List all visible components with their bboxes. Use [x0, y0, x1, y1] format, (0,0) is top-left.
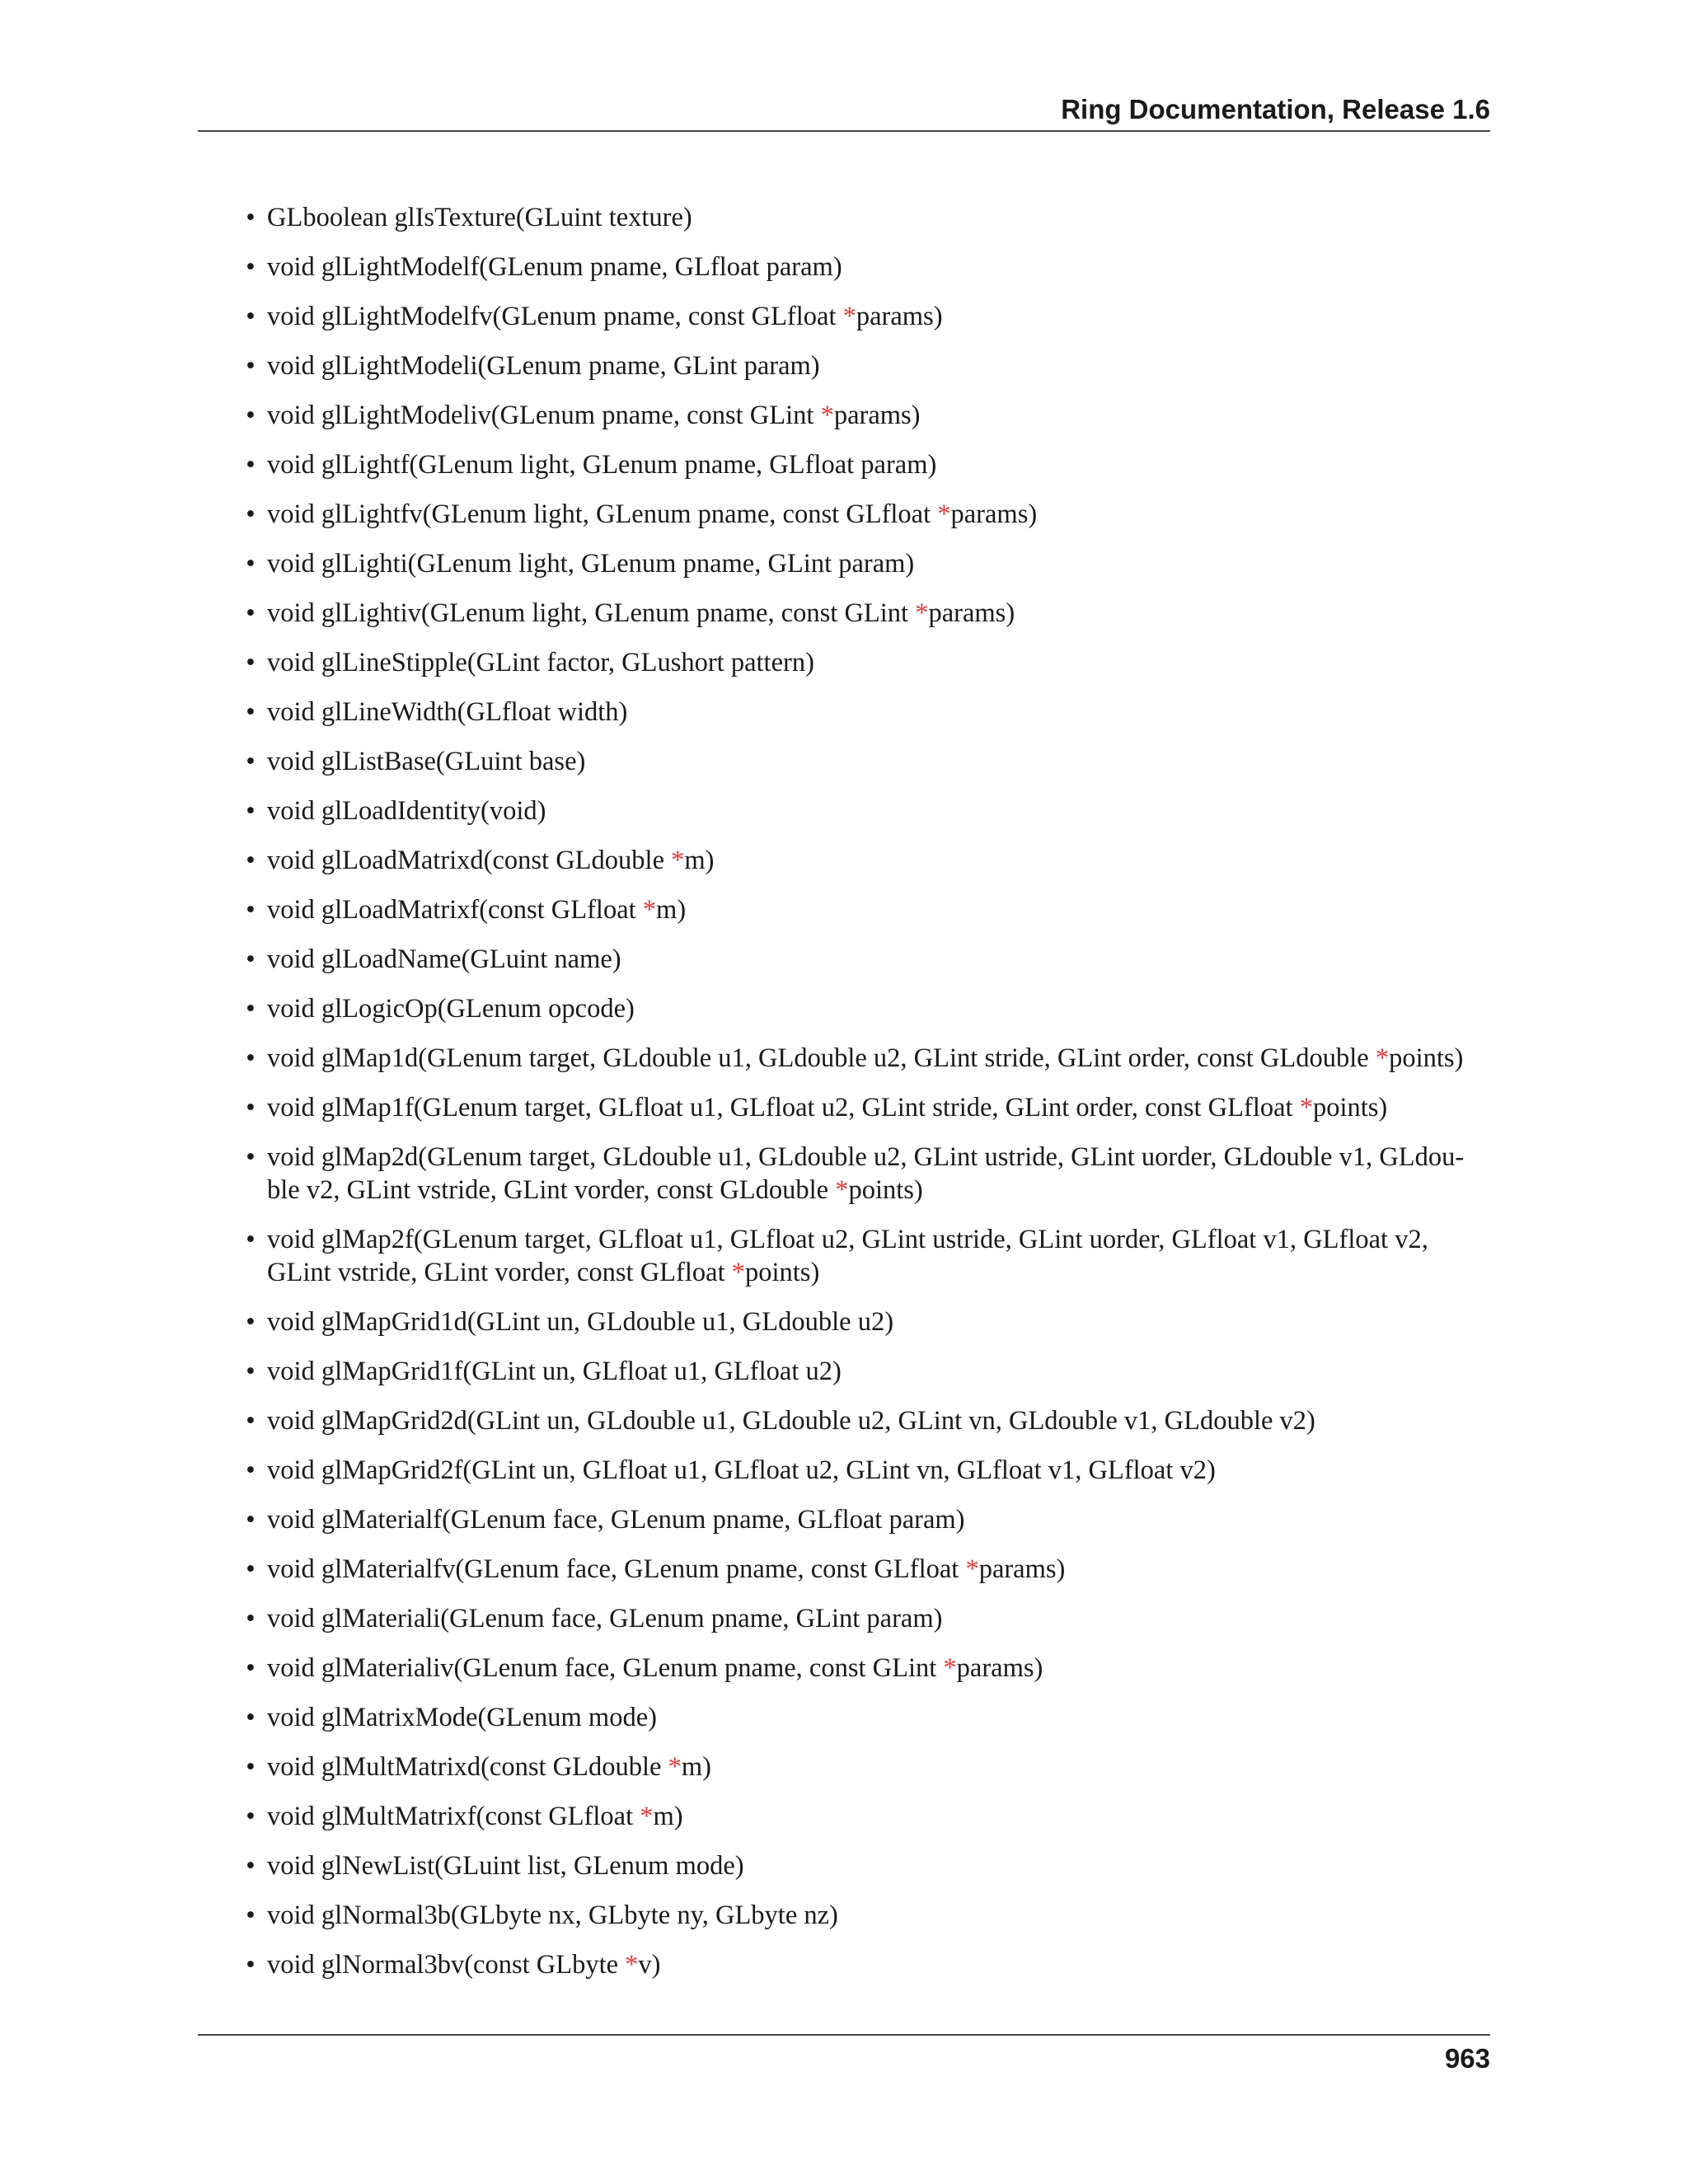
bullet-icon: • [246, 1043, 256, 1073]
signature-text: void glMatrixMode(GLenum mode) [267, 1703, 657, 1732]
list-item [246, 1223, 1490, 1289]
pointer-asterisk: * [937, 499, 951, 529]
list-item [246, 646, 1490, 679]
pointer-asterisk: * [842, 302, 856, 331]
bullet-icon: • [246, 1604, 256, 1633]
function-signature [267, 1701, 1490, 1734]
list-item [246, 794, 1490, 827]
function-signature [267, 1899, 1490, 1932]
bullet-icon: • [246, 1225, 256, 1254]
signature-text: points) [744, 1258, 820, 1287]
function-signature [267, 943, 1490, 976]
list-item [246, 893, 1490, 926]
function-signature [267, 992, 1490, 1025]
list-item [246, 1503, 1490, 1536]
pointer-asterisk: * [731, 1258, 745, 1287]
list-item [246, 1602, 1490, 1635]
function-signature [267, 1042, 1490, 1075]
signature-text: points) [1389, 1043, 1464, 1073]
list-item [246, 1042, 1490, 1075]
bullet-icon: • [246, 1455, 256, 1485]
function-signature [267, 300, 1490, 333]
list-item [246, 1553, 1490, 1586]
bullet-icon: • [246, 944, 256, 974]
function-signature [267, 597, 1490, 630]
pointer-asterisk: * [642, 895, 657, 925]
list-item [246, 1404, 1490, 1437]
list-item [246, 1091, 1490, 1124]
bullet-icon: • [246, 598, 256, 628]
function-signature [267, 1355, 1490, 1388]
pointer-asterisk: * [965, 1554, 979, 1584]
function-signature [267, 1800, 1490, 1833]
footer-rule [198, 2034, 1490, 2036]
bullet-icon: • [246, 549, 256, 579]
signature-text: void glLightf(GLenum light, GLenum pname, GLfloat param) [267, 450, 937, 480]
function-signature [267, 349, 1490, 382]
signature-text: m) [681, 1752, 711, 1782]
pointer-asterisk: * [671, 846, 685, 875]
header-rule [198, 130, 1490, 132]
bullet-icon: • [246, 697, 256, 727]
list-item [246, 1141, 1490, 1207]
function-signature [267, 1141, 1490, 1207]
list-item [246, 1355, 1490, 1388]
bullet-icon: • [246, 1505, 256, 1535]
signature-text: void glMateriali(GLenum face, GLenum pname, GLint param) [267, 1604, 943, 1633]
list-item [246, 498, 1490, 531]
function-signature [267, 1305, 1490, 1338]
bullet-icon: • [246, 1406, 256, 1436]
function-signature [267, 844, 1490, 877]
bullet-icon: • [246, 1093, 256, 1122]
pointer-asterisk: * [820, 401, 834, 430]
bullet-icon: • [246, 1554, 256, 1584]
list-item [246, 1800, 1490, 1833]
list-item [246, 597, 1490, 630]
list-item [246, 448, 1490, 481]
signature-text: void glMapGrid1d(GLint un, GLdouble u1, GLdouble u2) [267, 1307, 894, 1337]
list-item [246, 1948, 1490, 1981]
function-signature [267, 794, 1490, 827]
signature-text: points) [848, 1175, 923, 1205]
signature-text: ble v2, GLint vstride, GLint vorder, const GLdouble [267, 1175, 836, 1205]
signature-text: void glNormal3b(GLbyte nx, GLbyte ny, GLbyte nz) [267, 1900, 838, 1930]
signature-text: void glLightModeliv(GLenum pname, const GLint [267, 401, 821, 430]
pointer-asterisk: * [915, 598, 929, 628]
function-signature [267, 399, 1490, 432]
signature-text: params) [833, 401, 921, 430]
signature-text: void glMultMatrixd(const GLdouble [267, 1752, 668, 1782]
list-item [246, 943, 1490, 976]
function-signature [267, 1553, 1490, 1586]
signature-text: void glLightModelfv(GLenum pname, const GLfloat [267, 302, 843, 331]
bullet-icon: • [246, 203, 256, 232]
list-item [246, 1849, 1490, 1882]
signature-text: void glListBase(GLuint base) [267, 747, 586, 776]
bullet-icon: • [246, 1752, 256, 1782]
function-signature [267, 1454, 1490, 1487]
signature-text: void glNewList(GLuint list, GLenum mode) [267, 1851, 744, 1881]
signature-text: GLint vstride, GLint vorder, const GLfloat [267, 1258, 732, 1287]
bullet-icon: • [246, 747, 256, 776]
signature-text: m) [653, 1802, 683, 1831]
signature-text: void glMap2f(GLenum target, GLfloat u1, GLfloat u2, GLint ustride, GLint uorder, GLfloat v1, GLfloat v2, [267, 1225, 1428, 1254]
signature-text: void glMaterialiv(GLenum face, GLenum pname, const GLint [267, 1653, 944, 1683]
signature-text: void glMapGrid1f(GLint un, GLfloat u1, GLfloat u2) [267, 1357, 842, 1386]
list-item [246, 1899, 1490, 1932]
signature-text: params) [956, 1653, 1043, 1683]
signature-text: points) [1312, 1093, 1388, 1122]
function-signature [267, 1091, 1490, 1124]
bullet-icon: • [246, 302, 256, 331]
signature-text: params) [928, 598, 1015, 628]
bullet-icon: • [246, 1900, 256, 1930]
bullet-icon: • [246, 895, 256, 925]
signature-text: void glLogicOp(GLenum opcode) [267, 994, 635, 1024]
bullet-icon: • [246, 994, 256, 1024]
function-signature [267, 1404, 1490, 1437]
signature-text: void glMaterialf(GLenum face, GLenum pname, GLfloat param) [267, 1505, 965, 1535]
bullet-icon: • [246, 1802, 256, 1831]
signature-text: void glLoadMatrixf(const GLfloat [267, 895, 643, 925]
pointer-asterisk: * [835, 1175, 849, 1205]
signature-text: void glLineWidth(GLfloat width) [267, 697, 628, 727]
function-signature [267, 646, 1490, 679]
signature-text: void glLightfv(GLenum light, GLenum pname, const GLfloat [267, 499, 938, 529]
signature-text: GLboolean glIsTexture(GLuint texture) [267, 203, 692, 232]
signature-text: void glLoadMatrixd(const GLdouble [267, 846, 672, 875]
function-signature [267, 498, 1490, 531]
pointer-asterisk: * [640, 1802, 654, 1831]
bullet-icon: • [246, 450, 256, 480]
bullet-icon: • [246, 1142, 256, 1172]
list-item [246, 844, 1490, 877]
list-item [246, 251, 1490, 284]
pointer-asterisk: * [943, 1653, 957, 1683]
signature-text: void glLighti(GLenum light, GLenum pname, GLint param) [267, 549, 915, 579]
list-item [246, 1701, 1490, 1734]
function-signature [267, 696, 1490, 729]
signature-text: void glLoadIdentity(void) [267, 796, 546, 826]
signature-text: m) [656, 895, 687, 925]
bullet-icon: • [246, 1950, 256, 1980]
list-item [246, 399, 1490, 432]
function-signature [267, 893, 1490, 926]
list-item [246, 349, 1490, 382]
running-header: Ring Documentation, Release 1.6 [1061, 94, 1490, 124]
list-item [246, 201, 1490, 234]
bullet-icon: • [246, 1703, 256, 1732]
list-item [246, 1454, 1490, 1487]
signature-text: void glMultMatrixf(const GLfloat [267, 1802, 640, 1831]
function-signature [267, 1849, 1490, 1882]
signature-text: void glMapGrid2f(GLint un, GLfloat u1, GLfloat u2, GLint vn, GLfloat v1, GLfloat v2) [267, 1455, 1216, 1485]
signature-text: void glMapGrid2d(GLint un, GLdouble u1, GLdouble u2, GLint vn, GLdouble v1, GLdouble v2) [267, 1406, 1315, 1436]
signature-text: void glMap2d(GLenum target, GLdouble u1, GLdouble u2, GLint ustride, GLint uorder, GLdouble v1, GLdou- [267, 1142, 1465, 1172]
signature-text: params) [856, 302, 943, 331]
signature-text: void glLoadName(GLuint name) [267, 944, 621, 974]
function-signature [267, 547, 1490, 580]
function-signature [267, 1652, 1490, 1685]
pointer-asterisk: * [625, 1950, 639, 1980]
bullet-icon: • [246, 351, 256, 381]
pointer-asterisk: * [668, 1752, 682, 1782]
list-item [246, 1305, 1490, 1338]
list-item [246, 992, 1490, 1025]
function-signature [267, 1948, 1490, 1981]
signature-text: void glNormal3bv(const GLbyte [267, 1950, 626, 1980]
bullet-icon: • [246, 796, 256, 826]
list-item [246, 1750, 1490, 1783]
pointer-asterisk: * [1299, 1093, 1313, 1122]
bullet-icon: • [246, 648, 256, 677]
function-signature [267, 1223, 1490, 1289]
signature-text: params) [950, 499, 1038, 529]
bullet-icon: • [246, 252, 256, 282]
function-signature [267, 1750, 1490, 1783]
function-signature [267, 251, 1490, 284]
function-signature [267, 1503, 1490, 1536]
signature-text: void glMap1d(GLenum target, GLdouble u1, GLdouble u2, GLint stride, GLint order, const GLdouble [267, 1043, 1376, 1073]
bullet-icon: • [246, 1653, 256, 1683]
bullet-icon: • [246, 499, 256, 529]
list-item [246, 300, 1490, 333]
list-item [246, 696, 1490, 729]
signature-text: m) [684, 846, 715, 875]
function-signature [267, 745, 1490, 778]
signature-text: void glMap1f(GLenum target, GLfloat u1, GLfloat u2, GLint stride, GLint order, const GLfloat [267, 1093, 1300, 1122]
signature-text: void glLineStipple(GLint factor, GLushort pattern) [267, 648, 814, 677]
signature-text: v) [638, 1950, 661, 1980]
list-item [246, 1652, 1490, 1685]
function-signature [267, 1602, 1490, 1635]
bullet-icon: • [246, 1357, 256, 1386]
bullet-icon: • [246, 1851, 256, 1881]
signature-text: void glLightModelf(GLenum pname, GLfloat param) [267, 252, 842, 282]
signature-text: void glLightModeli(GLenum pname, GLint param) [267, 351, 820, 381]
pointer-asterisk: * [1375, 1043, 1390, 1073]
function-signature [267, 201, 1490, 234]
bullet-icon: • [246, 401, 256, 430]
signature-text: params) [978, 1554, 1066, 1584]
list-item [246, 547, 1490, 580]
signature-text: void glMaterialfv(GLenum face, GLenum pname, const GLfloat [267, 1554, 966, 1584]
bullet-icon: • [246, 1307, 256, 1337]
bullet-icon: • [246, 846, 256, 875]
signature-text: void glLightiv(GLenum light, GLenum pname, const GLint [267, 598, 916, 628]
list-item [246, 745, 1490, 778]
page-number: 963 [1444, 2043, 1490, 2074]
function-signature [267, 448, 1490, 481]
